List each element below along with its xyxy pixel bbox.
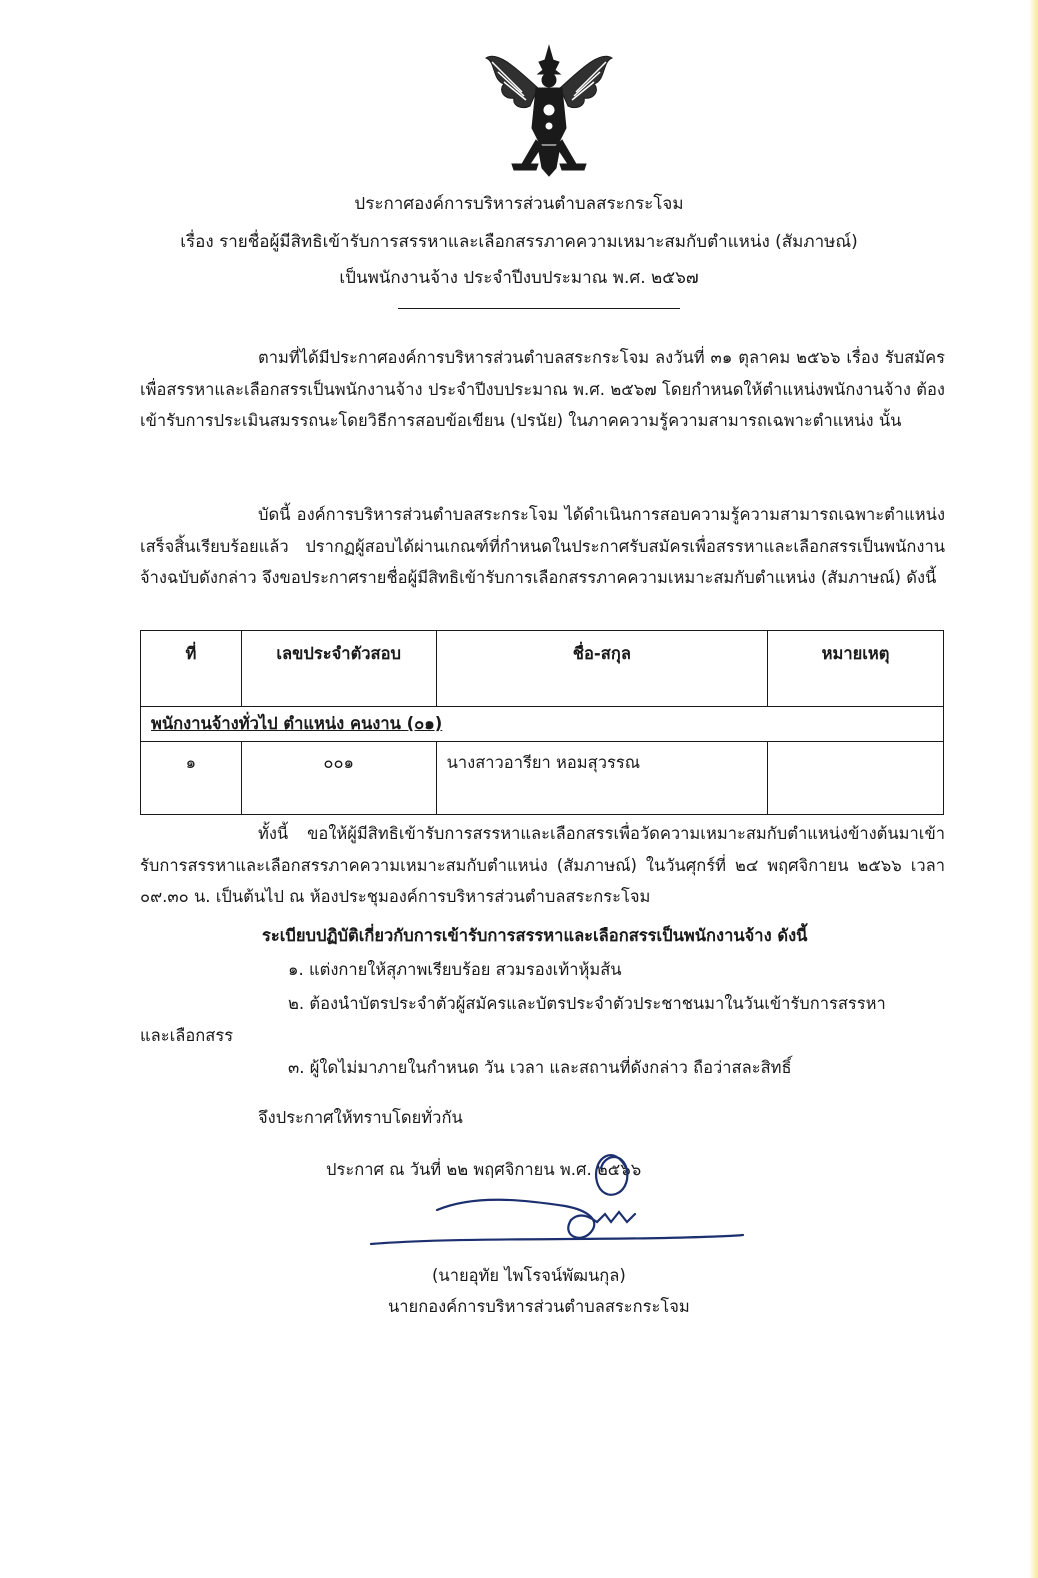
header-name: ชื่อ-สกุล bbox=[436, 631, 768, 707]
announcement-subject-line2: เป็นพนักงานจ้าง ประจำปีงบประมาณ พ.ศ. ๒๕๖๗ bbox=[339, 268, 699, 288]
garuda-emblem bbox=[478, 40, 620, 182]
signature bbox=[365, 1140, 745, 1260]
cell-name: นางสาวอารียา หอมสุวรรณ bbox=[436, 742, 768, 815]
cell-no: ๑ bbox=[141, 742, 242, 815]
announcement-date: ประกาศ ณ วันที่ ๒๒ พฤศจิกายน พ.ศ. ๒๕๖๖ bbox=[326, 1160, 642, 1179]
cell-exam-id: ๐๐๑ bbox=[241, 742, 436, 815]
table-group-row bbox=[141, 707, 944, 742]
signatory-title: นายกองค์การบริหารส่วนตำบลสระกระโจม bbox=[388, 1297, 690, 1316]
header-no: ที่ bbox=[141, 631, 242, 707]
table-row bbox=[141, 742, 944, 815]
paragraph-reference: ตามที่ได้มีประกาศองค์การบริหารส่วนตำบลสระกระโจม ลงวันที่ ๓๑ ตุลาคม ๒๕๖๖ เรื่อง รับสมัครเพื่อสรรหาและเลือกสรรเป็นพนักงานจ้าง ประจำปีงบประมาณ พ.ศ. ๒๕๖๗ โดยกำหนดให้ตำแหน่งพนักงานจ้าง ต้องเข้ารับการประเมินสมรรถนะโดยวิธีการสอบข้อเขียน (ปรนัย) ในภาคความรู้ความสามารถเฉพาะตำแหน่ง นั้น bbox=[140, 348, 945, 430]
paragraph-result: บัดนี้ องค์การบริหารส่วนตำบลสระกระโจม ได้ดำเนินการสอบความรู้ความสามารถเฉพาะตำแหน่งเสร็จสิ้นเรียบร้อยแล้ว ปรากฏผู้สอบได้ผ่านเกณฑ์ที่กำหนดในประกาศรับสมัครเพื่อสรรหาและเลือกสรรเป็นพนักงานจ้างฉบับดังกล่าว จึงขอประกาศรายชื่อผู้มีสิทธิเข้ารับการเลือกสรรภาคความเหมาะสมกับตำแหน่ง (สัมภาษณ์) ดังนี้ bbox=[140, 505, 945, 587]
rule-item-2-cont: และเลือกสรร bbox=[140, 1026, 234, 1045]
rule-item-3: ๓. ผู้ใดไม่มาภายในกำหนด วัน เวลา และสถานที่ดังกล่าว ถือว่าสละสิทธิ์ bbox=[288, 1058, 792, 1077]
rule-item-2: ๒. ต้องนำบัตรประจำตัวผู้สมัครและบัตรประจำตัวประชาชนมาในวันเข้ารับการสรรหา bbox=[288, 994, 886, 1013]
rule-item-1: ๑. แต่งกายให้สุภาพเรียบร้อย สวมรองเท้าหุ้มส้น bbox=[288, 960, 622, 979]
candidate-table bbox=[140, 630, 944, 815]
cell-remark bbox=[768, 742, 944, 815]
title-divider bbox=[398, 308, 680, 309]
header-exam-id: เลขประจำตัวสอบ bbox=[241, 631, 436, 707]
announcement-title: ประกาศองค์การบริหารส่วนตำบลสระกระโจม bbox=[354, 194, 684, 214]
signatory-name: (นายอุทัย ไพโรจน์พัฒนกุล) bbox=[432, 1266, 626, 1285]
closing-statement: จึงประกาศให้ทราบโดยทั่วกัน bbox=[258, 1108, 463, 1127]
paragraph-interview: ทั้งนี้ ขอให้ผู้มีสิทธิเข้ารับการสรรหาและเลือกสรรเพื่อวัดความเหมาะสมกับตำแหน่งข้างต้นมาเข้ารับการสรรหาและเลือกสรรภาคความเหมาะสมกับตำแหน่ง (สัมภาษณ์) ในวันศุกร์ที่ ๒๔ พฤศจิกายน ๒๕๖๖ เวลา ๐๙.๓๐ น. เป็นต้นไป ณ ห้องประชุมองค์การบริหารส่วนตำบลสระกระโจม bbox=[140, 824, 945, 906]
rules-heading: ระเบียบปฏิบัติเกี่ยวกับการเข้ารับการสรรหาและเลือกสรรเป็นพนักงานจ้าง ดังนี้ bbox=[262, 926, 808, 945]
header-remark: หมายเหตุ bbox=[768, 631, 944, 707]
announcement-subject: เรื่อง รายชื่อผู้มีสิทธิเข้ารับการสรรหาและเลือกสรรภาคความเหมาะสมกับตำแหน่ง (สัมภาษณ์) bbox=[180, 232, 858, 252]
table-header-row bbox=[141, 631, 944, 707]
position-group-label: พนักงานจ้างทั่วไป ตำแหน่ง คนงาน (๐๑) bbox=[141, 707, 944, 742]
